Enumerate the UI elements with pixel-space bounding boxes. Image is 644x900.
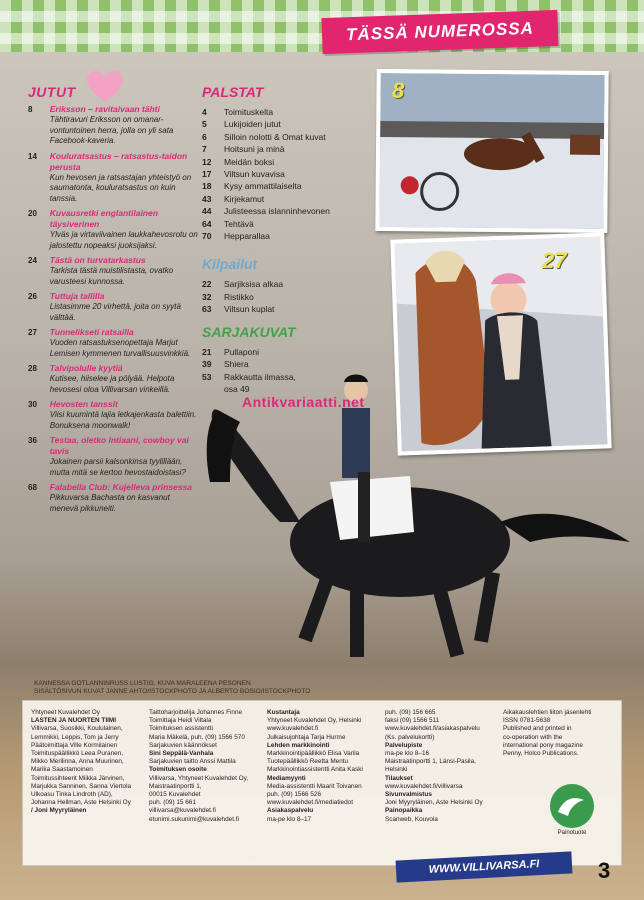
story-page-number: 30	[28, 400, 37, 409]
palstat-list-item	[202, 156, 372, 168]
story-body	[50, 399, 198, 431]
colophon-line: co-operation with the	[503, 733, 563, 741]
story-title: Tunnelikseti ratsailla	[49, 327, 134, 337]
list-page-number: 5	[202, 119, 207, 130]
colophon-line: Villivarsa, Yhtyneet Kuvalehdet Oy,	[149, 774, 249, 782]
colophon-line: Taittoharjoittelija Johannes Finne	[149, 709, 243, 716]
story-title: Talvipolulle kyytiä	[49, 363, 123, 373]
colophon-line: Sarjakuvien käännökset	[149, 741, 217, 749]
palstat-list-item	[202, 106, 372, 118]
photo-page-badge-27: 27	[542, 248, 567, 273]
colophon-line: www.kuvalehdet.fi/mediatiedot	[267, 799, 353, 807]
kilpailut-title: Kilpailut	[202, 256, 258, 273]
story-page-number: 27	[28, 328, 37, 337]
website-url-banner[interactable]: WWW.VILLIVARSA.FI	[396, 851, 573, 882]
list-item-title: Hepparallaa	[224, 231, 270, 242]
story-body	[50, 104, 198, 147]
colophon-line: Lehden markkinointi	[267, 741, 330, 749]
colophon-line: Toimitussihteerit Miikka Järvinen,	[31, 774, 125, 782]
palstat-list-item	[202, 143, 372, 155]
colophon-col-5	[503, 709, 615, 758]
colophon-line: Markkinointipäällikkö Elisa Varila	[267, 750, 360, 758]
photo-credits	[34, 680, 554, 696]
colophon-line: puh. (09) 15 661	[149, 799, 196, 807]
story-description: Ylväs ja virtaviivainen laukkahevosrotu on jalostettu nopeaksi juoksijaksi.	[49, 230, 198, 250]
palstat-title: PALSTAT	[202, 84, 264, 100]
colophon-line: villivarsa@kuvalehdet.fi	[149, 807, 216, 815]
story-description: Viisi kuumintä lajia letkajenkasta balettiin. Bonuksena moonwalk!	[49, 410, 197, 430]
story-item	[28, 363, 198, 395]
list-item-title: Kirjekamut	[224, 193, 265, 204]
story-page-number: 36	[28, 436, 37, 445]
story-item	[28, 255, 198, 287]
colophon-line: Sini Seppälä-Vanhala	[149, 750, 214, 758]
nordic-swan-ecolabel-icon	[544, 780, 600, 836]
colophon-line: international pony magazine	[503, 741, 583, 749]
colophon-line: www.kuvalehdet.fi/asiakaspalvelu	[385, 725, 480, 733]
story-title: Tästä on turvatarkastus	[49, 255, 146, 265]
colophon-line: Joni Myyryläinen, Aste Helsinki Oy	[385, 799, 483, 807]
story-body	[50, 255, 198, 287]
story-title: Kuvausretki englantilainen täysiverinen	[49, 208, 158, 229]
list-page-number: 12	[202, 156, 212, 167]
jutut-column	[28, 84, 198, 514]
list-item-title: Julisteessa islanninhevonen	[224, 206, 330, 217]
colophon-line: Asiakaspalvelu	[267, 807, 314, 815]
colophon-line: (Ks. palvelukortti)	[385, 733, 435, 741]
kilpailut-list-item	[202, 291, 372, 303]
colophon-line: Villivarsa, Suosikki, Koululainen,	[31, 725, 123, 733]
story-title: Hevosten tanssit	[49, 399, 118, 409]
colophon-line: Scanweb, Kouvola	[385, 815, 438, 823]
story-description: Pikkuvarsa Bachasta on kasvanut menevä pikkuneiti.	[49, 493, 170, 513]
colophon-line: ISSN 0781-5638	[503, 717, 551, 725]
colophon-line: Sarjakuvien taitto Anssi Mattila	[149, 758, 236, 766]
list-page-number: 63	[202, 304, 212, 315]
jutut-title: JUTUT	[28, 84, 76, 100]
colophon-line: Penny, Holco Publications.	[503, 750, 579, 758]
list-item-title: Meidän boksi	[224, 156, 275, 167]
story-item	[28, 435, 198, 478]
story-item	[28, 151, 198, 205]
story-title: Kouluratsastus – ratsastus-taidon perusta	[49, 150, 188, 172]
colophon-line: puh. (09) 1566 526	[267, 791, 322, 799]
palstat-list-item	[202, 205, 372, 217]
story-page-number: 28	[28, 364, 37, 373]
colophon	[22, 700, 622, 866]
colophon-line: faksi (09) 1566 511	[385, 717, 440, 725]
list-item-title: Viltsun kuvavisa	[224, 169, 285, 180]
colophon-line: Mediamyynti	[267, 774, 306, 782]
story-body	[50, 327, 198, 359]
colophon-line: Ulkoasu Tinka Lindroth (AD),	[31, 791, 113, 799]
list-item-title: Kysy ammattilaiselta	[224, 181, 302, 192]
colophon-line: Aikakauslehtien liiton jäsenlehti	[503, 709, 592, 716]
colophon-col-3	[267, 709, 393, 824]
story-description: Jokainen parsii kalsonkinsa tyylillään, mutta mitä se kertoo hevostaidoistasi?	[49, 457, 186, 477]
list-page-number: 4	[202, 107, 207, 117]
photo-page-badge-8: 8	[392, 78, 405, 103]
story-body	[50, 208, 198, 251]
colophon-line: Lemmikki, Leppis, Tom ja Jerry	[31, 733, 119, 741]
colophon-line: www.kuvalehdet.fi/villivarsa	[385, 782, 463, 790]
sarjakuvat-title: SARJAKUVAT	[202, 323, 296, 340]
harness-race-photo	[375, 69, 608, 233]
story-item	[28, 482, 198, 514]
list-page-number: 17	[202, 169, 212, 180]
palstat-list-item	[202, 168, 372, 180]
colophon-line: LASTEN JA NUORTEN TIIMI	[31, 717, 116, 725]
colophon-line: Maria Mäkelä, puh. (09) 1566 570	[149, 733, 245, 741]
list-page-number: 7	[202, 144, 207, 155]
list-page-number: 53	[202, 371, 212, 382]
list-page-number: 64	[202, 218, 212, 229]
story-item	[28, 399, 198, 431]
list-page-number: 22	[202, 279, 212, 290]
colophon-line: Helsinki	[385, 766, 408, 774]
caption-line: SISÄLTÖSIVUN KUVAT JANNE AHTO/ISTOCKPHOTO JA ALBERTO BOSIO/ISTOCKPHOTO	[34, 688, 311, 695]
story-description: Tähtiravuri Eriksson on omanar-vontuntoinen herra, jolla on yli sata Facebook-kaveria.	[49, 115, 174, 145]
colophon-line: Toimituksen osoite	[149, 766, 207, 774]
palstat-list-item	[202, 230, 372, 242]
colophon-line: Toimituspäällikkö Leea Puranen,	[31, 750, 124, 758]
colophon-col-4	[385, 709, 511, 824]
kilpailut-list-item	[202, 278, 372, 290]
colophon-line: Published and printed in	[503, 725, 572, 733]
colophon-col-1	[31, 709, 157, 816]
colophon-line: Toimituksen assistentti	[149, 725, 213, 733]
palstat-list-item	[202, 118, 372, 130]
colophon-line: Media-assistentti Maarit Toivanen	[267, 782, 362, 790]
colophon-line: Toimittaja Heidi Viltala	[149, 717, 212, 725]
story-description: Kutisee, hiiselee ja pölyää. Helpota hevosesi oloa Villivarsan vinkeillä.	[49, 374, 175, 394]
list-item-title: Hoitsuni ja minä	[224, 144, 285, 155]
list-page-number: 70	[202, 231, 212, 242]
colophon-line: Yhtyneet Kuvalehdet Oy	[31, 709, 100, 716]
list-item-title: Ristikko	[224, 291, 254, 302]
colophon-line: Marjukka Sanninen, Sanna Viertola	[31, 782, 132, 790]
list-page-number: 39	[202, 359, 212, 370]
story-item	[28, 291, 198, 323]
colophon-line: Marika Saastamoinen	[31, 766, 93, 774]
story-page-number: 20	[28, 209, 37, 218]
colophon-line: www.kuvalehdet.fi	[267, 725, 319, 733]
list-page-number: 6	[202, 131, 207, 142]
list-item-title: Silloin nolotti & Omat kuvat	[224, 131, 326, 142]
colophon-line: puh. (09) 156 665	[385, 709, 436, 716]
nordic-label: Painotuote	[557, 830, 587, 836]
list-item-title: Shiera	[224, 359, 249, 370]
story-item	[28, 327, 198, 359]
list-item-title: Lukijoiden jutut	[224, 119, 281, 130]
colophon-line: Painopaikka	[385, 807, 423, 815]
list-item-title: Viltsun kuplat	[224, 304, 275, 315]
colophon-line: etunimi.sukunimi@kuvalehdet.fi	[149, 815, 239, 823]
colophon-line: Palvelupiste	[385, 741, 423, 749]
story-page-number: 8	[28, 105, 33, 114]
colophon-line: 00015 Kuvalehdet	[149, 791, 201, 799]
colophon-line: Mikko Merilinna, Anna Muurinen,	[31, 758, 124, 766]
colophon-line: Markkinointiassistentti Anita Kaski	[267, 766, 363, 774]
story-title: Falabella Club: Kujelleva prinsessa	[49, 482, 192, 492]
colophon-line: Maistraatinportti 1,	[149, 782, 202, 790]
colophon-line: Tuotepäällikkö Reetta Mentu	[267, 758, 349, 766]
story-page-number: 26	[28, 292, 37, 301]
story-description: Vuoden ratsastuksenopettaja Marjut Lemisen kymmenen turvallisuusvinkkiä.	[49, 338, 191, 358]
palstat-list-item	[202, 180, 372, 192]
story-item	[28, 104, 198, 147]
list-page-number: 43	[202, 193, 212, 204]
list-page-number: 18	[202, 181, 212, 192]
list-item-title: Tehtävä	[224, 218, 254, 229]
colophon-line: Kustantaja	[267, 709, 300, 716]
palstat-list-item	[202, 193, 372, 205]
colophon-line: ma-pe klo 8–17	[267, 815, 312, 823]
story-description: Tarkista tästä muistilistasta, ovatko varusteesi kunnossa.	[49, 266, 174, 286]
list-item-title: osa 49	[224, 383, 250, 394]
story-page-number: 68	[28, 483, 37, 492]
story-page-number: 14	[28, 151, 37, 161]
list-item-title: Toimituskelta	[224, 107, 274, 117]
page-number: 3	[598, 858, 611, 883]
colophon-line: / Joni Myyryläinen	[31, 807, 87, 815]
caption-line: KANNESSA GOTLANNINRUSS LUSTIG, KUVA MARALEENA PESONEN	[34, 680, 251, 687]
section-banner: TÄSSÄ NUMEROSSA	[321, 10, 558, 54]
palstat-column	[202, 84, 372, 395]
story-body	[50, 435, 198, 478]
list-item-title: Rakkautta ilmassa,	[224, 371, 296, 382]
palstat-list-item	[202, 218, 372, 230]
list-item-title: Sarjiksisa alkaa	[224, 279, 284, 290]
list-page-number: 32	[202, 291, 212, 302]
story-title: Eriksson – ravitaivaan tähti	[49, 104, 160, 114]
colophon-col-2	[149, 709, 275, 824]
colophon-line: ma-pe klo 8–16	[385, 750, 430, 758]
colophon-line: Sivunvalmistus	[385, 791, 432, 799]
story-description: Kun hevosen ja ratsastajan yhteistyö on saumatonta, kouluratsastus on kuin tanssia.	[49, 172, 192, 203]
colophon-line: Julkaisujohtaja Tarja Hurme	[267, 733, 346, 741]
kilpailut-list-item	[202, 303, 372, 315]
palstat-list-item	[202, 131, 372, 143]
story-body	[50, 363, 198, 395]
watermark-text: Antikvariaatti.net	[242, 394, 365, 410]
list-page-number: 44	[202, 206, 212, 217]
colophon-line: Maistraatinportti 1, Länsi-Pasila,	[385, 758, 476, 766]
colophon-line: Tilaukset	[385, 774, 413, 782]
colophon-line: Päätoimittaja Ville Kormilainen	[31, 741, 118, 749]
colophon-line: Johanna Hellman, Aste Helsinki Oy	[31, 799, 131, 807]
story-item	[28, 208, 198, 251]
list-page-number: 21	[202, 346, 212, 357]
story-description: Listasimme 20 virhettä, joita on syytä välttää.	[49, 302, 181, 322]
story-body	[50, 151, 198, 205]
story-title: Testaa, oletko Intiaani, cowboy vai tavis	[49, 435, 189, 456]
story-body	[50, 291, 198, 323]
list-item-title: Pullaponi	[224, 346, 259, 357]
story-page-number: 24	[28, 256, 37, 265]
story-title: Tuttuja tallilla	[49, 291, 105, 301]
colophon-line: Yhtyneet Kuvalehdet Oy, Helsinki	[267, 717, 362, 725]
story-body	[50, 482, 198, 514]
